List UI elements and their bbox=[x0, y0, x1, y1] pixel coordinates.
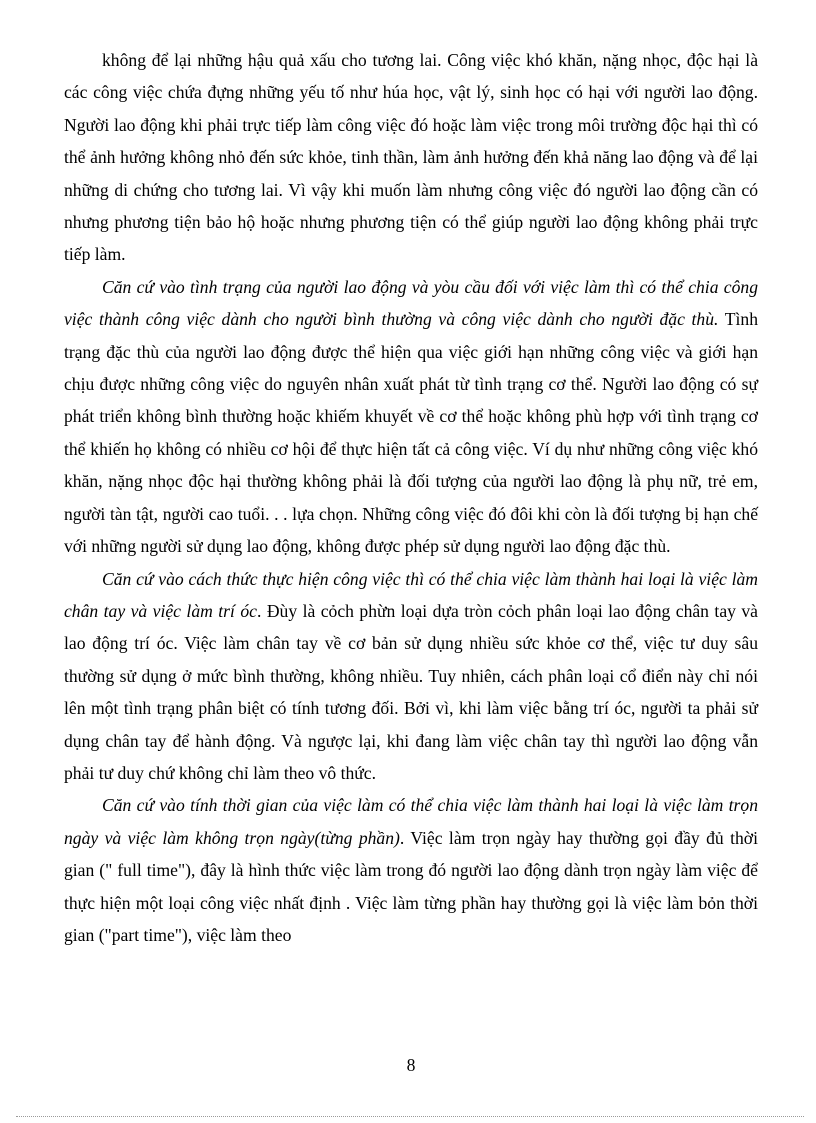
document-body bbox=[64, 44, 758, 951]
paragraph bbox=[64, 789, 758, 951]
italic-text-run: Căn cứ vào cách thức thực hiện công việc thì có thể chia việc làm thành hai loại là việc làm chân tay và việc làm trí óc bbox=[64, 568, 758, 621]
paragraph bbox=[64, 563, 758, 790]
page-bottom-divider bbox=[16, 1116, 804, 1117]
text-run: Tình trạng đặc thù của người lao động được thể hiện qua việc giới hạn những công việc và giới hạn chịu được những công việc do nguyên nhân xuất phát từ tình trạng cơ thể. Người lao động có sự phát triển không bình thường hoặc khiếm khuyết về cơ thể hoặc không phù hợp với tình trạng cơ thể khiến họ không có nhiều cơ hội để thực hiện tất cả công việc. Ví dụ như những công việc khó khăn, nặng nhọc độc hại thường không phải là đối tượng của người lao động là phụ nữ, trẻ em, người tàn tật, người cao tuổi. . . lựa chọn. Những công việc đó đôi khi còn là đối tượng bị hạn chế với những người sử dụng lao động, không được phép sử dụng người lao động đặc thù. bbox=[64, 309, 759, 557]
text-run: . Việc làm trọn ngày hay thường gọi đầy đủ thời gian (" full time"), đây là hình thức việc làm trong đó người lao động dành trọn ngày làm việc để thực hiện một loại công việc nhất định . Việc làm từng phần hay thường gọi là việc làm bỏn thời gian ("part time"), việc làm theo bbox=[64, 827, 758, 945]
text-run: . Đùy là cỏch phừn loại dựa tròn cỏch phân loại lao động chân tay và lao động trí óc. Việc làm chân tay về cơ bản sử dụng nhiều sức khỏe cơ thể, việc tư duy sâu thường sử dụng ở mức bình thường, không nhiều. Tuy nhiên, cách phân loại cổ điển này chỉ nói lên một tình trạng phân biệt có tính tương đối. Bởi vì, khi làm việc bằng trí óc, người ta phải sử dụng chân tay để hành động. Và ngược lại, khi đang làm việc chân tay thì người lao động vẫn phải tư duy chứ không chỉ làm theo vô thức. bbox=[64, 600, 758, 783]
page-number: 8 bbox=[406, 1055, 416, 1075]
italic-text-run: Căn cứ vào tình trạng của người lao động và yòu cầu đối với việc làm thì có thể chia công việc thành công việc dành cho người bình thường và công việc dành cho người đặc thù. bbox=[64, 276, 758, 330]
text-run: không để lại những hậu quả xấu cho tương lai. Công việc khó khăn, nặng nhọc, độc hại là các công việc chứa đựng những yếu tố như húa học, vật lý, sinh học có hại với người lao động. Người lao động khi phải trực tiếp làm công việc đó hoặc làm việc trong môi trường độc hại thì có thể ảnh hưởng không nhỏ đến sức khỏe, tinh thần, làm ảnh hưởng đến khả năng lao động và để lại những di chứng cho tương lai. Vì vậy khi muốn làm nhưng công việc đó người lao động cần có nhưng phương tiện bảo hộ hoặc nhưng phương tiện có thể giúp người lao động không phải trực tiếp làm. bbox=[64, 50, 758, 265]
paragraph bbox=[64, 44, 758, 271]
italic-text-run: Căn cứ vào tính thời gian của việc làm có thể chia việc làm thành hai loại là việc làm trọn ngày và việc làm không trọn ngày(từng phần) bbox=[64, 795, 758, 848]
paragraph bbox=[64, 271, 758, 563]
